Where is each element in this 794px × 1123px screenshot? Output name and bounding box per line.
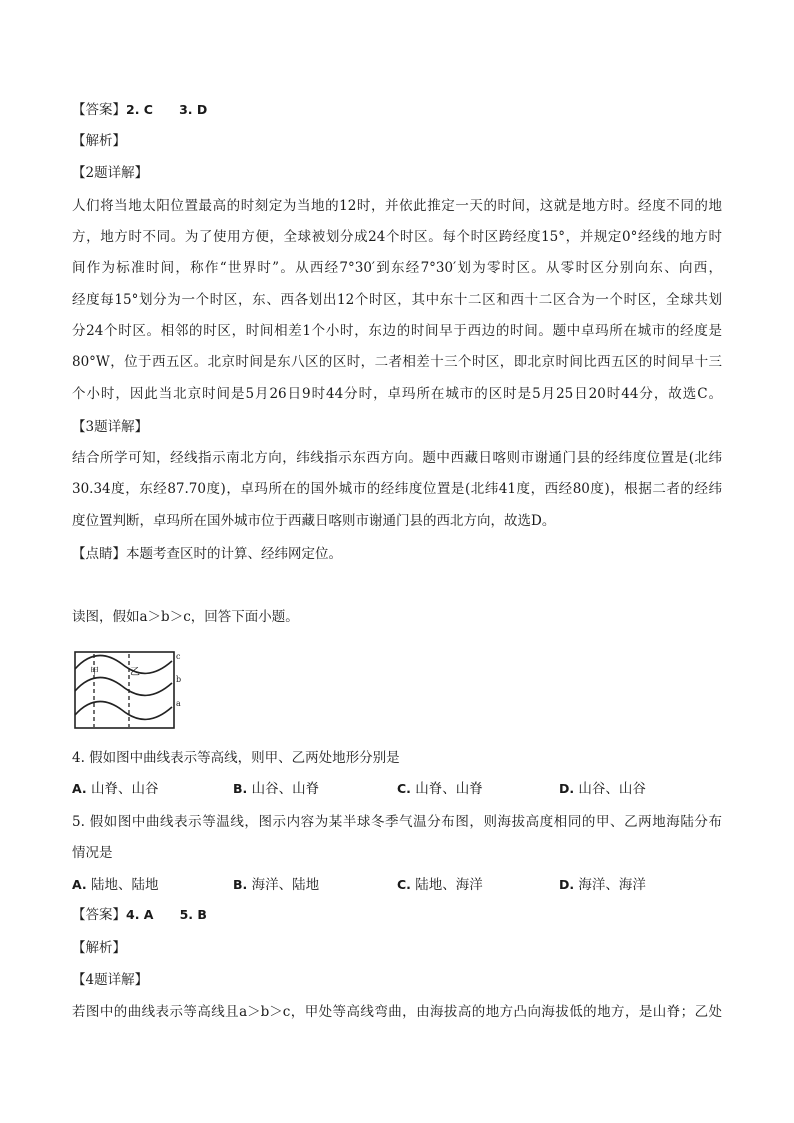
- q2-line-4: 经度每15°划分为一个时区，东、西各划出12个时区，其中东十二区和西十二区合为一个时区，全球共划: [72, 292, 722, 308]
- q3-line-1: 结合所学可知，经线指示南北方向，纬线指示东西方向。题中西藏日喀则市谢通门县的经纬度位置是(北纬: [72, 450, 722, 466]
- label-a: a: [176, 699, 181, 708]
- q45-intro: 读图，假如a＞b＞c，回答下面小题。: [72, 609, 299, 625]
- q4-option-b: B. 山谷、山脊: [233, 781, 320, 797]
- q2-line-1: 人们将当地太阳位置最高的时刻定为当地的12时，并依此推定一天的时间，这就是地方时。经度不同的地: [72, 198, 722, 214]
- q4-question: 4. 假如图中曲线表示等高线，则甲、乙两处地形分别是: [72, 750, 400, 766]
- label-yi: 乙: [130, 667, 140, 678]
- q2-detail-heading: 【2题详解】: [72, 165, 149, 181]
- q5-question-line-1: 5. 假如图中曲线表示等温线，图示内容为某半球冬季气温分布图，则海拔高度相同的甲、乙两地海陆分布: [72, 814, 722, 830]
- q4-option-d: D. 山谷、山谷: [559, 781, 646, 797]
- q3-detail-heading: 【3题详解】: [72, 419, 149, 435]
- q5-question-line-2: 情况是: [72, 845, 113, 861]
- q2-line-2: 方，地方时不同。为了使用方便，全球被划分成24个时区。每个时区跨经度15°，并规定0°经线的地方时: [72, 229, 722, 245]
- q3-line-3: 度位置判断，卓玛所在国外城市位于西藏日喀则市谢通门县的西北方向，故选D。: [72, 513, 556, 529]
- answer-tag: 【答案】: [72, 102, 126, 118]
- q2-line-3: 间作为标准时间，称作“世界时”。从西经7°30′到东经7°30′划为零时区。从零时区分别向东、向西，: [72, 260, 722, 276]
- q4-option-a: A. 山脊、山谷: [72, 781, 159, 797]
- q3-line-2: 30.34度，东经87.70度)，卓玛所在的国外城市的经纬度位置是(北纬41度，西经80度)，根据二者的经纬: [72, 481, 722, 497]
- analysis-heading-2: 【解析】: [72, 940, 126, 956]
- label-c: c: [176, 652, 181, 661]
- isoline-figure: [72, 649, 184, 731]
- answer-line-q4-q5: [72, 906, 207, 924]
- q5-option-d: D. 海洋、海洋: [559, 877, 646, 893]
- label-b: b: [176, 675, 182, 684]
- q5-option-a: A. 陆地、陆地: [72, 877, 159, 893]
- q2-line-7: 个小时，因此当北京时间是5月26日9时44分时，卓玛所在城市的区时是5月25日20时44分，故选C。: [72, 386, 722, 402]
- answer-tag: 【答案】: [72, 907, 126, 923]
- q5-option-b: B. 海洋、陆地: [233, 877, 320, 893]
- curve-b: [75, 678, 172, 696]
- analysis-heading: 【解析】: [72, 133, 126, 149]
- curve-a: [75, 702, 172, 720]
- q4-option-c: C. 山脊、山脊: [397, 781, 483, 797]
- answer-text: 2. C 3. D: [126, 102, 208, 117]
- answer-text: 4. A 5. B: [126, 907, 207, 922]
- dianjing-note: 【点睛】本题考查区时的计算、经纬网定位。: [72, 546, 342, 562]
- q4-detail-heading: 【4题详解】: [72, 972, 149, 988]
- label-jia: 甲: [90, 667, 100, 677]
- q4-detail-line-1: 若图中的曲线表示等高线且a＞b＞c，甲处等高线弯曲，由海拔高的地方凸向海拔低的地方，是山脊；乙处: [72, 1004, 722, 1020]
- q2-line-6: 80°W，位于西五区。北京时间是东八区的区时，二者相差十三个时区，即北京时间比西五区的时间早十三: [72, 354, 722, 370]
- q5-option-c: C. 陆地、海洋: [397, 877, 483, 893]
- q2-line-5: 分24个时区。相邻的时区，时间相差1个小时，东边的时间早于西边的时间。题中卓玛所在城市的经度是: [72, 323, 722, 339]
- answer-line-q2-q3: [72, 101, 207, 119]
